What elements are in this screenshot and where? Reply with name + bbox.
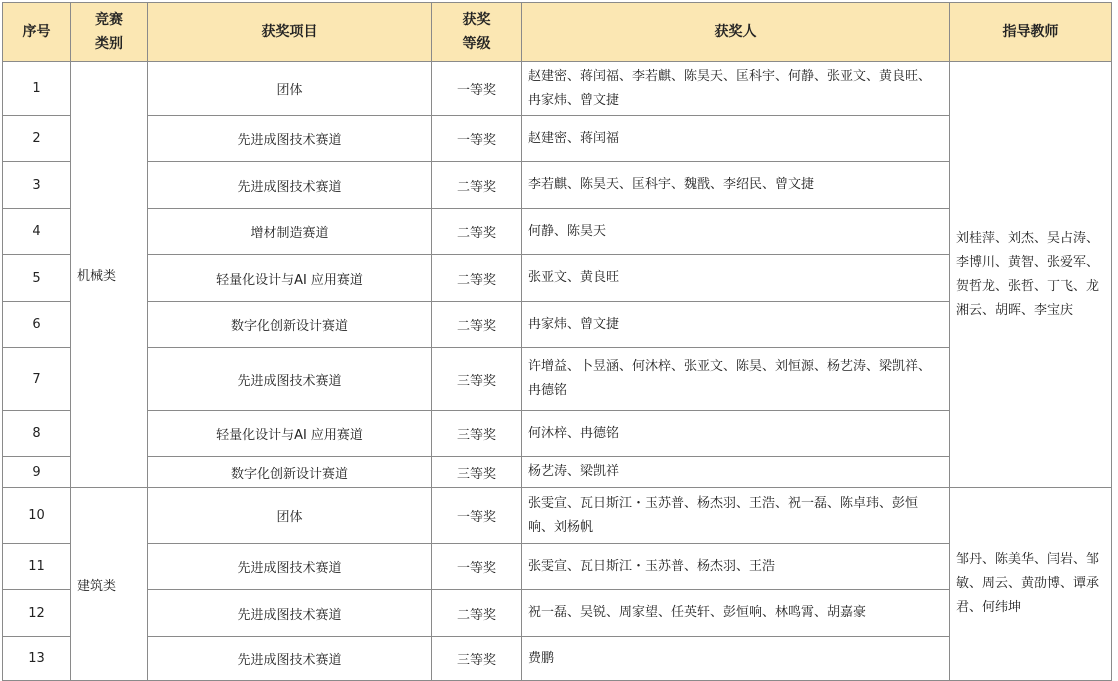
table-header xyxy=(3,3,1112,62)
row-winners: 何静、陈昊天 xyxy=(522,209,950,255)
row-index: 13 xyxy=(3,637,71,681)
row-index: 4 xyxy=(3,209,71,255)
row-winners: 张雯宣、瓦日斯江・玉苏普、杨杰羽、王浩、祝一磊、陈卓玮、彭恒响、刘杨帆 xyxy=(522,488,950,544)
row-index: 12 xyxy=(3,590,71,637)
row-index: 10 xyxy=(3,488,71,544)
row-level: 三等奖 xyxy=(432,457,522,488)
row-level: 一等奖 xyxy=(432,62,522,116)
table-row xyxy=(3,302,1112,348)
row-winners: 冉家炜、曾文捷 xyxy=(522,302,950,348)
row-project: 先进成图技术赛道 xyxy=(148,544,432,590)
table-body xyxy=(3,62,1112,681)
header-teachers: 指导教师 xyxy=(950,3,1112,62)
row-level: 二等奖 xyxy=(432,302,522,348)
row-project: 先进成图技术赛道 xyxy=(148,162,432,209)
row-index: 7 xyxy=(3,348,71,411)
category-cell: 机械类 xyxy=(71,62,148,488)
row-level: 二等奖 xyxy=(432,209,522,255)
row-winners: 赵建密、蒋闰福、李若麒、陈昊天、匡科宇、何静、张亚文、黄良旺、冉家炜、曾文捷 xyxy=(522,62,950,116)
row-project: 轻量化设计与AI 应用赛道 xyxy=(148,255,432,302)
table-row xyxy=(3,590,1112,637)
row-index: 1 xyxy=(3,62,71,116)
row-winners: 赵建密、蒋闰福 xyxy=(522,116,950,162)
row-project: 团体 xyxy=(148,62,432,116)
row-index: 11 xyxy=(3,544,71,590)
row-index: 8 xyxy=(3,411,71,457)
row-winners: 祝一磊、吴锐、周家望、任英轩、彭恒响、林鸣霄、胡嘉豪 xyxy=(522,590,950,637)
table-row xyxy=(3,544,1112,590)
row-winners: 张雯宣、瓦日斯江・玉苏普、杨杰羽、王浩 xyxy=(522,544,950,590)
header-category: 竞赛 类别 xyxy=(71,3,148,62)
row-level: 二等奖 xyxy=(432,590,522,637)
row-index: 5 xyxy=(3,255,71,302)
header-index: 序号 xyxy=(3,3,71,62)
table-row xyxy=(3,457,1112,488)
row-project: 先进成图技术赛道 xyxy=(148,348,432,411)
row-level: 一等奖 xyxy=(432,116,522,162)
row-index: 9 xyxy=(3,457,71,488)
table-row xyxy=(3,255,1112,302)
row-level: 三等奖 xyxy=(432,348,522,411)
row-level: 二等奖 xyxy=(432,162,522,209)
row-winners: 何沐梓、冉德铭 xyxy=(522,411,950,457)
table-row xyxy=(3,637,1112,681)
row-project: 团体 xyxy=(148,488,432,544)
row-level: 一等奖 xyxy=(432,488,522,544)
table-row xyxy=(3,488,1112,544)
row-project: 数字化创新设计赛道 xyxy=(148,457,432,488)
row-index: 3 xyxy=(3,162,71,209)
row-winners: 费鹏 xyxy=(522,637,950,681)
row-level: 一等奖 xyxy=(432,544,522,590)
awards-table xyxy=(2,2,1112,681)
table-row xyxy=(3,116,1112,162)
table-row xyxy=(3,162,1112,209)
teachers-cell: 刘桂萍、刘杰、吴占涛、李博川、黄智、张爱军、贺哲龙、张哲、丁飞、龙湘云、胡晖、李宝庆 xyxy=(950,62,1112,488)
table-row xyxy=(3,348,1112,411)
row-winners: 李若麒、陈昊天、匡科宇、魏戬、李绍民、曾文捷 xyxy=(522,162,950,209)
row-project: 数字化创新设计赛道 xyxy=(148,302,432,348)
row-index: 6 xyxy=(3,302,71,348)
row-project: 增材制造赛道 xyxy=(148,209,432,255)
row-level: 三等奖 xyxy=(432,637,522,681)
row-project: 先进成图技术赛道 xyxy=(148,116,432,162)
table-row xyxy=(3,209,1112,255)
row-level: 二等奖 xyxy=(432,255,522,302)
teachers-cell: 邹丹、陈美华、闫岩、邹敏、周云、黄劭博、谭承君、何纬坤 xyxy=(950,488,1112,681)
table-row xyxy=(3,62,1112,116)
category-cell: 建筑类 xyxy=(71,488,148,681)
header-winners: 获奖人 xyxy=(522,3,950,62)
table-row xyxy=(3,411,1112,457)
header-level: 获奖 等级 xyxy=(432,3,522,62)
row-level: 三等奖 xyxy=(432,411,522,457)
row-index: 2 xyxy=(3,116,71,162)
row-winners: 杨艺涛、梁凯祥 xyxy=(522,457,950,488)
row-project: 先进成图技术赛道 xyxy=(148,637,432,681)
row-project: 先进成图技术赛道 xyxy=(148,590,432,637)
row-project: 轻量化设计与AI 应用赛道 xyxy=(148,411,432,457)
row-winners: 许增益、卜昱涵、何沐梓、张亚文、陈昊、刘恒源、杨艺涛、梁凯祥、冉德铭 xyxy=(522,348,950,411)
row-winners: 张亚文、黄良旺 xyxy=(522,255,950,302)
header-project: 获奖项目 xyxy=(148,3,432,62)
